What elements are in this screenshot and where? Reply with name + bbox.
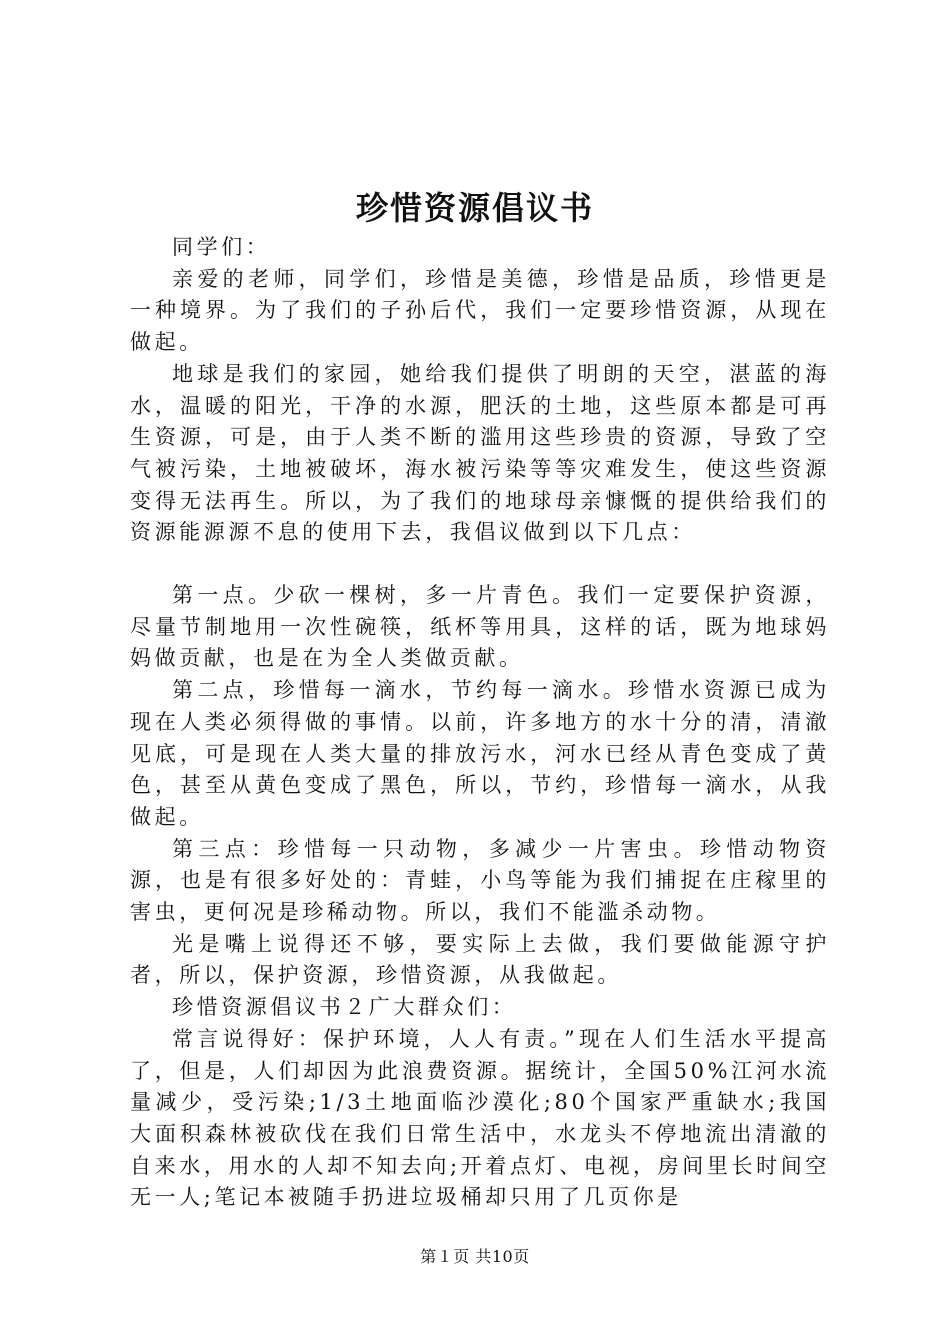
salutation: 同学们： <box>172 235 271 259</box>
document-title: 珍惜资源倡议书 <box>355 189 594 227</box>
paragraph-point-3: 第三点：珍惜每一只动物，多减少一片害虫。珍惜动物资源，也是有很多好处的：青蛙，小鸟等能为我们捕捉在庄稼里的害虫，更何况是珍稀动物。所以，我们不能滥杀动物。 <box>130 836 830 925</box>
paragraph-second-title: 珍惜资源倡议书２广大群众们： <box>172 995 517 1020</box>
paragraph-point-2: 第二点，珍惜每一滴水，节约每一滴水。珍惜水资源已成为现在人类必须得做的事情。以前，许多地方的水十分的清，清澈见底，可是现在人类大量的排放污水，河水已经从青色变成了黄色，甚至从黄色变成了黑色，所以，节约，珍惜每一滴水，从我做起。 <box>130 678 830 829</box>
paragraph-saying: 常言说得好：保护环境，人人有责。”现在人们生活水平提高了，但是，人们却因为此浪费资源。据统计，全国50%江河水流量减少，受污染;1/3土地面临沙漠化;80个国家严重缺水;我国大面积森林被砍伐在我们日常生活中，水龙头不停地流出清澈的自来水，用水的人却不知去向;开着点灯、电视，房间里长时间空无一人;笔记本被随手扔进垃圾桶却只用了几页你是 <box>130 1026 830 1210</box>
page-footer: 第１页 共10页 <box>420 1247 530 1266</box>
paragraph-conclusion: 光是嘴上说得还不够，要实际上去做，我们要做能源守护者，所以，保护资源，珍惜资源，从我做起。 <box>130 931 830 988</box>
paragraph-intro: 亲爱的老师，同学们，珍惜是美德，珍惜是品质，珍惜更是一种境界。为了我们的子孙后代，我们一定要珍惜资源，从现在做起。 <box>130 266 830 355</box>
paragraph-point-1: 第一点。少砍一棵树，多一片青色。我们一定要保护资源，尽量节制地用一次性碗筷，纸杯等用具，这样的话，既为地球妈妈做贡献，也是在为全人类做贡献。 <box>130 583 830 671</box>
paragraph-earth: 地球是我们的家园，她给我们提供了明朗的天空，湛蓝的海水，温暖的阳光，干净的水源，肥沃的土地，这些原本都是可再生资源，可是，由于人类不断的滥用这些珍贵的资源，导致了空气被污染，土地被破坏，海水被污染等等灾难发生，使这些资源变得无法再生。所以，为了我们的地球母亲慷慨的提供给我们的资源能源源不息的使用下去，我倡议做到以下几点： <box>130 361 830 545</box>
document-body <box>130 232 830 1214</box>
